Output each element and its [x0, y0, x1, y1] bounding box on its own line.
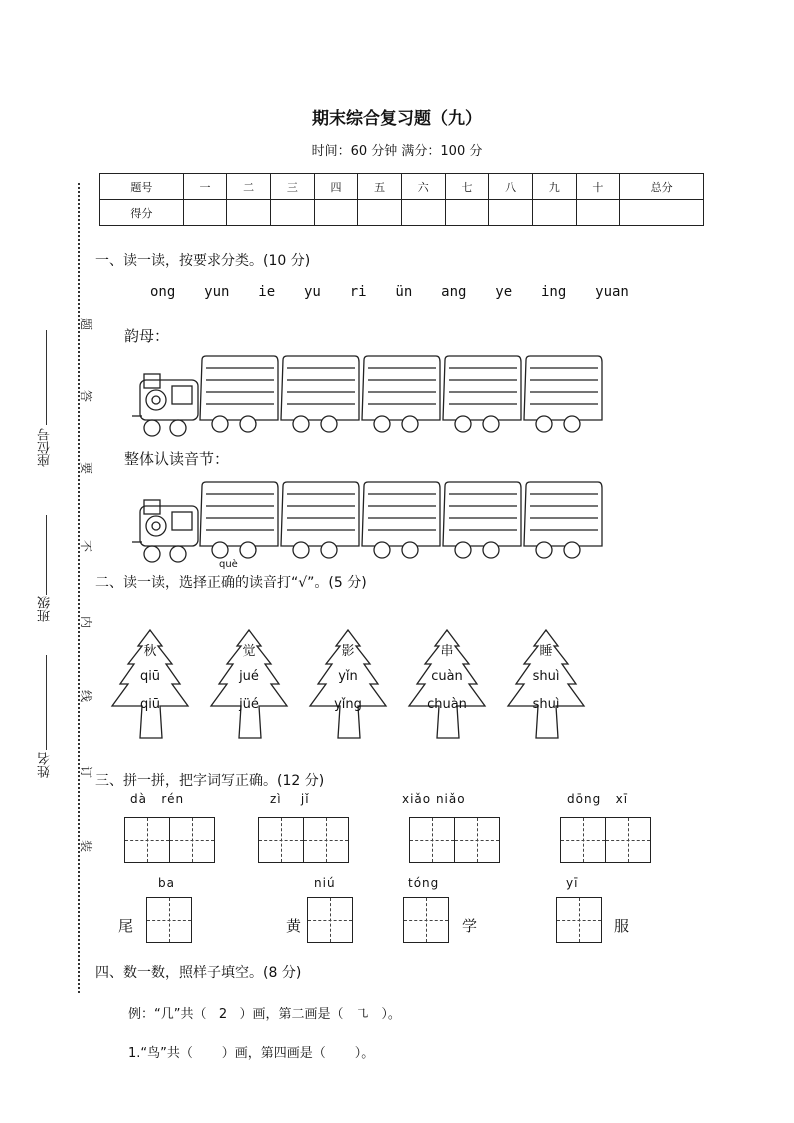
class-line [46, 515, 48, 595]
tree-char: 影 [341, 644, 355, 659]
q3-pinyin: zì jǐ [270, 792, 310, 806]
q3-single-pinyin: yī [566, 876, 579, 890]
score-table [99, 173, 704, 226]
train-b [128, 476, 608, 566]
train-cars [200, 356, 602, 432]
q2-heading [95, 559, 367, 592]
locomotive-icon [132, 374, 198, 436]
binding-char: 内 [80, 614, 93, 629]
score-cell[interactable] [314, 200, 358, 226]
locomotive-icon [132, 500, 198, 562]
tree-option-b[interactable]: chuàn [427, 697, 467, 712]
tree-char: 秋 [143, 644, 157, 659]
train-cars [200, 482, 602, 558]
q1-label-finals: 韵母： [124, 327, 170, 345]
score-row-label: 得分 [100, 200, 184, 226]
q2-ruby-char [219, 559, 238, 592]
score-header-cell: 四 [314, 174, 358, 200]
q1-pinyin-list: ong yun ie yu ri ün ang ye ing yuan [150, 284, 629, 300]
writing-grid[interactable] [307, 897, 353, 943]
tree-char: 觉 [242, 644, 256, 659]
writing-grid[interactable] [454, 817, 500, 863]
writing-grid[interactable] [169, 817, 215, 863]
score-cell[interactable] [183, 200, 227, 226]
writing-grid[interactable] [303, 817, 349, 863]
q3-single-pinyin: ba [158, 876, 175, 890]
q3-single-after: 服 [614, 917, 630, 935]
train-a [128, 350, 608, 440]
binding-char: 题 [80, 316, 93, 331]
tree-option-b[interactable]: yǐng [334, 697, 362, 712]
q3-single-after: 学 [462, 917, 478, 935]
writing-grid[interactable] [409, 817, 455, 863]
score-header-cell: 总分 [620, 174, 704, 200]
q2-ruby: què [219, 559, 238, 570]
writing-grid[interactable] [560, 817, 606, 863]
score-cell[interactable] [620, 200, 704, 226]
writing-grid[interactable] [403, 897, 449, 943]
seat-line [46, 330, 48, 425]
score-header-cell: 十 [576, 174, 620, 200]
q3-pinyin: xiǎo niǎo [402, 792, 466, 806]
q3-heading: 三、拼一拼，把字词写正确。(12 分) [95, 773, 325, 789]
tree-option-b[interactable]: shuì [532, 697, 560, 712]
score-header-cell: 六 [401, 174, 445, 200]
tree-char: 串 [440, 644, 454, 659]
q1-heading: 一、读一读，按要求分类。(10 分) [95, 253, 311, 269]
score-cell[interactable] [401, 200, 445, 226]
writing-grid[interactable] [605, 817, 651, 863]
score-cell[interactable] [270, 200, 314, 226]
score-cell[interactable] [358, 200, 402, 226]
tree-option-a[interactable]: cuàn [431, 669, 463, 684]
score-header-cell: 七 [445, 174, 489, 200]
writing-grid[interactable] [146, 897, 192, 943]
q3-single-before: 黄 [286, 917, 302, 935]
score-header-cell: 一 [183, 174, 227, 200]
q3-single-pinyin: tóng [408, 876, 440, 890]
tree-option-a[interactable]: qiū [139, 669, 161, 684]
q2-heading-pre: 二、读一读，选择正 [95, 575, 221, 591]
tree-char: 睡 [539, 644, 553, 659]
score-cell[interactable] [445, 200, 489, 226]
q1-label-syllables: 整体认读音节： [124, 450, 230, 468]
q2-heading-char: 确 [221, 575, 235, 591]
score-cell[interactable] [532, 200, 576, 226]
score-header-cell: 五 [358, 174, 402, 200]
score-header-row [100, 174, 704, 200]
writing-grid[interactable] [124, 817, 170, 863]
score-header-cell: 题号 [100, 174, 184, 200]
binding-char: 订 [80, 764, 93, 779]
score-cell[interactable] [227, 200, 271, 226]
exam-info: 时间：60 分钟 满分：100 分 [311, 144, 483, 159]
binding-char: 线 [80, 688, 93, 703]
score-row [100, 200, 704, 226]
q3-pinyin: dōng xī [567, 792, 629, 806]
tree-option-a[interactable]: shuì [532, 669, 560, 684]
score-header-cell: 九 [532, 174, 576, 200]
writing-grid[interactable] [556, 897, 602, 943]
tree-option-b[interactable]: qiū [139, 697, 161, 712]
binding-line [78, 183, 80, 993]
q2-heading-post: 的读音打“√”。(5 分) [235, 575, 367, 591]
seat-label: 座位号 [38, 428, 53, 467]
score-header-cell: 八 [489, 174, 533, 200]
name-label: 姓名 [38, 752, 53, 778]
tree-option-a[interactable]: yǐn [338, 669, 358, 684]
tree-option-a[interactable]: jué [239, 669, 259, 684]
q3-pinyin: dà rén [130, 792, 185, 806]
binding-char: 不 [80, 538, 93, 553]
score-header-cell: 三 [270, 174, 314, 200]
q4-heading: 四、数一数，照样子填空。(8 分) [95, 965, 302, 981]
score-header-cell: 二 [227, 174, 271, 200]
binding-char: 装 [80, 838, 93, 853]
score-cell[interactable] [576, 200, 620, 226]
score-cell[interactable] [489, 200, 533, 226]
q4-example: 例：“几”共（ 2 ）画，第二画是（ ㇈ ）。 [128, 1007, 401, 1022]
class-label: 班级 [38, 596, 53, 622]
binding-char: 答 [80, 388, 93, 403]
binding-char: 要 [80, 460, 93, 475]
writing-grid[interactable] [258, 817, 304, 863]
q3-single-before: 尾 [118, 917, 134, 935]
page-title: 期末综合复习题（九） [312, 109, 482, 129]
q3-single-pinyin: niú [314, 876, 336, 890]
name-line [46, 655, 48, 750]
q4-item-1[interactable]: 1.“鸟”共（ ）画，第四画是（ ）。 [128, 1046, 375, 1061]
tree-option-b[interactable]: jüé [239, 697, 259, 712]
